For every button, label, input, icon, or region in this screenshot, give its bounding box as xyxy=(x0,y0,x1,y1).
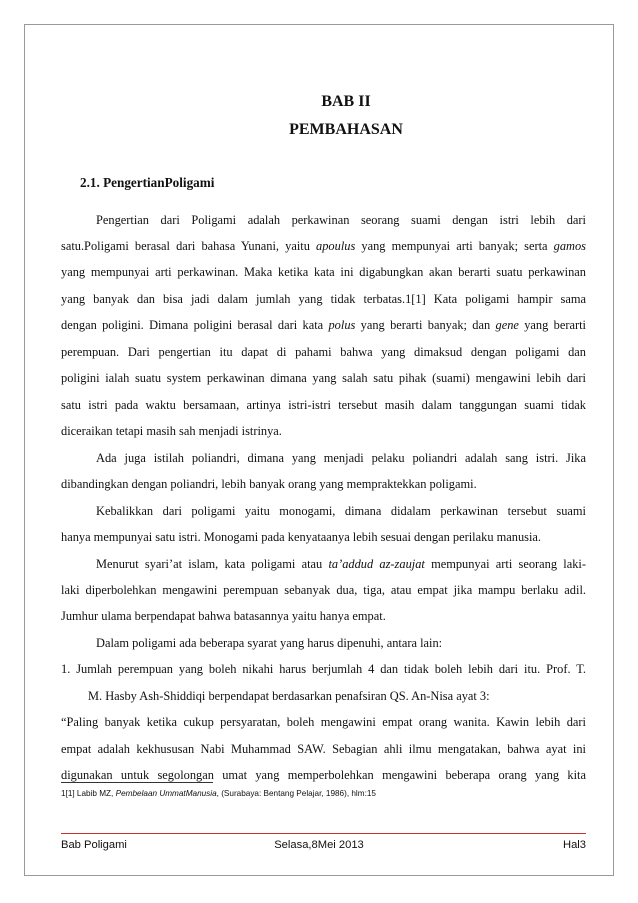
paragraph-line: digunakan untuk segolongan umat yang memperbolehkan mengawini beberapa orang yang kita xyxy=(61,768,586,782)
paragraph-line: Dalam poligami ada beberapa syarat yang harus dipenuhi, antara lain: xyxy=(96,636,443,650)
footer-right: Hal3 xyxy=(562,839,586,851)
paragraph-line: Jumhur ulama berpendapat bahwa batasannya yaitu hanya empat. xyxy=(61,609,386,623)
paragraph-line: poligini ialah suatu system perkawinan dimana yang salah satu pihak (suami) mengawini lebih dari xyxy=(61,371,586,385)
paragraph-line: “Paling banyak ketika cukup persyaratan, boleh mengawini empat orang wanita. Kawin lebih dari xyxy=(61,715,586,729)
paragraph-line: yang banyak dan bisa jadi dalam jumlah yang tidak terbatas.1[1] Kata poligami hampir sama xyxy=(61,292,586,306)
chapter-label: BAB II xyxy=(321,93,371,110)
paragraph-line: dengan poligini. Dimana poligini berasal dari kata polus yang berarti banyak; dan gene yang berarti xyxy=(61,318,586,332)
paragraph-line: 1. Jumlah perempuan yang boleh nikahi harus berjumlah 4 dan tidak boleh lebih dari itu. Prof. T. xyxy=(61,662,586,676)
paragraph-line: laki diperbolehkan mengawini perempuan sebanyak dua, tiga, atau empat jika mampu berlaku adil. xyxy=(61,583,586,597)
paragraph-line: Ada juga istilah poliandri, dimana yang menjadi pelaku poliandri adalah sang istri. Jika xyxy=(96,451,586,465)
footer-left: Bab Poligami xyxy=(61,839,127,851)
paragraph-line: M. Hasby Ash-Shiddiqi berpendapat berdasarkan penafsiran QS. An-Nisa ayat 3: xyxy=(88,689,490,703)
chapter-title: PEMBAHASAN xyxy=(289,121,403,138)
paragraph-line: diceraikan tetapi masih sah menjadi istrinya. xyxy=(61,424,282,438)
footer-rule xyxy=(61,833,586,834)
paragraph-line: yang mempunyai arti perkawinan. Maka ketika kata ini digabungkan akan berarti suatu perkawinan xyxy=(61,265,586,279)
paragraph-line: Kebalikkan dari poligami yaitu monogami, dimana didalam perkawinan tersebut suami xyxy=(96,504,586,518)
paragraph-line: satu istri pada waktu bersamaan, artinya istri-istri tersebut masih dalam tanggungan suami tidak xyxy=(61,398,586,412)
footnote-separator xyxy=(61,782,213,783)
footnote: 1[1] Labib MZ, Pembelaan UmmatManusia, (Surabaya: Bentang Pelajar, 1986), hlm:15 xyxy=(61,789,376,798)
paragraph-line: empat adalah kekhususan Nabi Muhammad SAW. Sebagian ahli ilmu mengatakan, bahwa ayat ini xyxy=(61,742,586,756)
paragraph-line: perempuan. Dari pengertian itu dapat di pahami bahwa yang dimaksud dengan poligami dan xyxy=(61,345,586,359)
paragraph-line: satu.Poligami berasal dari bahasa Yunani, yaitu apoulus yang mempunyai arti banyak; serta gamos xyxy=(61,239,586,253)
paragraph-line: Pengertian dari Poligami adalah perkawinan seorang suami dengan istri lebih dari xyxy=(96,213,586,227)
paragraph-line: Menurut syari’at islam, kata poligami atau ta’addud az-zaujat mempunyai arti seorang laki- xyxy=(96,557,586,571)
section-heading: 2.1. PengertianPoligami xyxy=(80,175,215,190)
footer-center: Selasa,8Mei 2013 xyxy=(274,839,364,851)
paragraph-line: hanya mempunyai satu istri. Monogami pada kenyataanya lebih sesuai dengan perilaku manusia. xyxy=(61,530,541,544)
paragraph-line: dibandingkan dengan poliandri, lebih banyak orang yang mempraktekkan poligami. xyxy=(61,477,477,491)
